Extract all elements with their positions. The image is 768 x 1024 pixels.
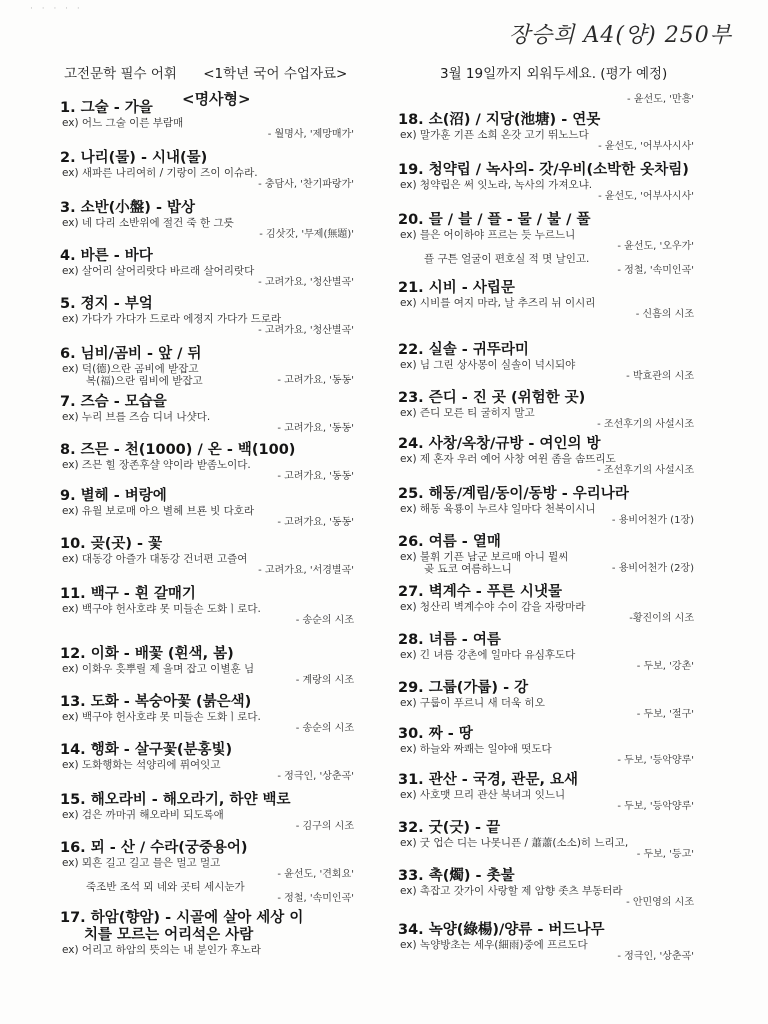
vocab-entry-13 [60, 694, 400, 735]
entry-headline: 31. 관산 - 국경, 관문, 요새 [398, 772, 579, 788]
entry-example: ex) 청산리 벽계수야 수이 감을 자랑마라 [400, 601, 586, 613]
entry-example: ex) 님 그린 상사몽이 실솔이 넉시되야 [400, 359, 576, 371]
entry-source: - 두보, '강촌' [636, 661, 694, 672]
entry-headline: 2. 나리(물) - 시내(물) [60, 150, 208, 166]
vocab-entry-23 [398, 390, 734, 431]
entry-source: - 고려가요, '동동' [277, 517, 354, 528]
entry-headline: 3. 소반(小盤) - 밥상 [60, 200, 196, 216]
vocab-entry-29 [398, 680, 734, 721]
entry-example: ex) 어느 그술 이른 부람매 [62, 117, 184, 129]
vocab-entry-15 [60, 792, 400, 833]
entry-example: ex) 새파른 나리여히 / 기랑이 즈이 이슈라. [62, 167, 258, 179]
entry-headline: 13. 도화 - 복숭아꽃 (붉은색) [60, 694, 252, 710]
vocab-entry-34 [398, 922, 734, 963]
entry-source: - 김삿갓, '무제(無題)' [259, 229, 354, 240]
entry-example: ex) 청약립은 써 잇노라, 녹사의 가져오냐. [400, 179, 593, 191]
entry-headline: 14. 행화 - 살구꽃(분홍빛) [60, 742, 233, 758]
entry-example: ex) 덕(德)으란 곰비에 받잡고 [62, 363, 199, 375]
entry-headline: 7. 즈슴 - 모습을 [60, 394, 167, 410]
entry-example-line2: 죽조반 조석 뫼 네와 곳티 세시눈가 [86, 881, 245, 893]
entry-headline: 30. 짜 - 땅 [398, 726, 473, 742]
entry-example: ex) 도화행화는 석양리에 퓌여잇고 [62, 759, 221, 771]
entry-example: ex) 어리고 하암의 뜻의는 내 분인가 후노라 [62, 944, 261, 956]
entry-source: - 충담사, '찬기파랑가' [258, 179, 354, 190]
entry-example: ex) 긴 녀름 강촌에 일마다 유심후도다 [400, 649, 576, 661]
entry-headline: 16. 뫼 - 산 / 수라(궁중용어) [60, 840, 248, 856]
vocab-entry-21 [398, 280, 734, 321]
entry-source: - 김구의 시조 [295, 821, 354, 832]
entry-example: ex) 구룹이 푸르니 새 더욱 히오 [400, 697, 545, 709]
entry-headline: 21. 시비 - 사립문 [398, 280, 515, 296]
entry-source-2: - 정철, '속미인곡' [617, 265, 694, 276]
entry-example: ex) 백구야 헌사호랴 못 미들손 도화ㅣ로다. [62, 603, 261, 615]
header-left [64, 62, 347, 82]
entry-source: - 두보, '등악양루' [617, 755, 694, 766]
entry-source: -황진이의 시조 [629, 613, 694, 624]
entry-source: - 윤선도, '어부사시사' [598, 141, 694, 152]
entry-headline: 6. 님비/곰비 - 앞 / 뒤 [60, 346, 202, 362]
entry-headline: 4. 바른 - 바다 [60, 248, 153, 264]
entry-headline: 15. 해오라비 - 해오라기, 하얀 백로 [60, 792, 291, 808]
entry-example: ex) 즈믄 힐 장존후샬 약이라 받좀노이다. [62, 459, 251, 471]
entry-example: ex) 하늘와 짜쾌는 일야애 떳도다 [400, 743, 552, 755]
entry-example: ex) 촉잡고 갓가이 사랑할 제 암향 좃츠 부동터라 [400, 885, 623, 897]
entry-source: - 고려가요, '청산별곡' [258, 277, 354, 288]
entry-headline: 20. 믈 / 블 / 플 - 물 / 불 / 풀 [398, 212, 591, 228]
section-title: <명사형> [182, 90, 251, 108]
deadline-notice: 3월 19일까지 외워두세요. (평가 예정) [440, 66, 668, 82]
entry-headline: 5. 졍지 - 부엌 [60, 296, 153, 312]
vocab-entry-33 [398, 868, 734, 909]
vocab-entry-5 [60, 296, 400, 337]
entry-source: - 정극인, '상춘곡' [617, 951, 694, 962]
entry-headline: 10. 곶(곳) - 꽃 [60, 536, 163, 552]
entry-source: - 계랑의 시조 [295, 675, 354, 686]
entry-example: ex) 뫼흔 길고 길고 믈은 멀고 멀고 [62, 857, 221, 869]
entry-headline: 28. 녀름 - 여름 [398, 632, 501, 648]
entry-headline: 8. 즈믄 - 천(1000) / 온 - 백(100) [60, 442, 296, 458]
handwritten-note: 장승희 A4(양) 250부 [508, 23, 732, 48]
entry-source: - 윤선도, '오우가' [617, 241, 694, 252]
vocab-entry-31 [398, 772, 734, 813]
vocab-entry-26 [398, 534, 734, 575]
entry-source: - 용비어천가 (1장) [611, 515, 694, 526]
entry-source: - 신흠의 시조 [635, 309, 694, 320]
entry-source: - 고려가요, '동동' [277, 471, 354, 482]
entry-example-line2: 곶 됴코 여름하느니 [424, 563, 512, 575]
entry-example: ex) 검은 까마귀 해오라비 되도록애 [62, 809, 224, 821]
entry-headline: 9. 별헤 - 벼랑에 [60, 488, 167, 504]
entry-headline: 23. 즌디 - 진 곳 (위험한 곳) [398, 390, 586, 406]
entry-source: - 두보, '절구' [636, 709, 694, 720]
entry-source: - 조선후기의 사설시조 [597, 465, 694, 476]
entry-source: - 송순의 시조 [295, 723, 354, 734]
entry-example: ex) 누리 브를 즈슴 디녀 나샷다. [62, 411, 211, 423]
entry-source: - 안민영의 시조 [626, 897, 694, 908]
entry-example: ex) 이화우 흣뿌릴 제 울며 잡고 이별훈 님 [62, 663, 255, 675]
entry-headline: 25. 해동/계림/동이/동방 - 우리나라 [398, 486, 629, 502]
vocab-entry-12 [60, 646, 400, 687]
vocab-entry-3 [60, 200, 400, 241]
entry-source: - 송순의 시조 [295, 615, 354, 626]
entry-source: - 용비어천가 (2장) [611, 563, 694, 574]
vocab-entry-9 [60, 488, 400, 529]
entry-source: - 윤선도, '어부사시사' [598, 191, 694, 202]
entry-source: - 윤선도, '견회요' [277, 869, 354, 880]
entry-example-line2: 복(福)으란 림비에 받잡고 [86, 375, 203, 387]
entry-source: - 박효관의 시조 [626, 371, 694, 382]
entry-source: - 월명사, '제망매가' [267, 129, 354, 140]
entry-example: ex) 믈은 어이하야 프르는 듯 누르느니 [400, 229, 576, 241]
entry-source: - 두보, '등고' [636, 849, 694, 860]
entry-source: - 두보, '등악양루' [617, 801, 694, 812]
entry-example: ex) 살어리 살어리랏다 바르래 살어리랏다 [62, 265, 255, 277]
carryover-source: - 윤선도, '만흥' [627, 94, 694, 105]
scan-corner-mark: · · · · · [30, 4, 83, 14]
vocab-entry-6 [60, 346, 400, 387]
vocab-entry-18 [398, 112, 734, 153]
entry-example: ex) 백구야 헌사호랴 못 미들손 도화ㅣ로다. [62, 711, 261, 723]
entry-example: ex) 말가훈 기픈 소희 온갓 고기 뛰노느다 [400, 129, 589, 141]
entry-example: ex) 녹양방초는 세우(細雨)중에 프르도다 [400, 939, 588, 951]
entry-example: ex) 대동강 아즐가 대동강 건너편 고즐여 [62, 553, 248, 565]
entry-headline: 34. 녹양(綠楊)/양류 - 버드나무 [398, 922, 605, 938]
entry-headline: 32. 굿(긋) - 끝 [398, 820, 501, 836]
entry-headline: 33. 촉(燭) - 촛불 [398, 868, 515, 884]
entry-headline: 26. 여름 - 열매 [398, 534, 501, 550]
entry-source: - 고려가요, '동동' [277, 423, 354, 434]
entry-source: - 조선후기의 사설시조 [597, 419, 694, 430]
entry-example: ex) 불휘 기픈 남군 보르매 아니 뮐씨 [400, 551, 569, 563]
vocab-entry-22 [398, 342, 734, 383]
entry-headline: 22. 실솔 - 귀뚜라미 [398, 342, 529, 358]
entry-example: ex) 사호맷 므리 관산 북녀긔 잇느니 [400, 789, 566, 801]
entry-source-2: - 정철, '속미인곡' [277, 893, 354, 904]
subject-title: 고전문학 필수 어휘 [64, 66, 177, 82]
entry-source: - 정극인, '상춘곡' [277, 771, 354, 782]
entry-example: ex) 즌디 모른 티 굴히지 말고 [400, 407, 535, 419]
entry-example: ex) 제 혼자 우러 예어 사창 여윈 좀을 솜뜨리도 [400, 453, 616, 465]
entry-example: ex) 가다가 가다가 드로라 에졍지 가다가 드로라 [62, 313, 282, 325]
vocab-entry-24 [398, 436, 734, 477]
vocab-entry-8 [60, 442, 400, 483]
entry-example-line2: 플 구튼 얼굴이 편호실 적 몃 날인고. [424, 253, 590, 265]
vocab-entry-27 [398, 584, 734, 625]
entry-headline-line2: 치를 모르는 어리석은 사람 [84, 927, 254, 943]
vocab-entry-1 [60, 100, 400, 141]
entry-headline: 24. 사창/옥창/규방 - 여인의 방 [398, 436, 601, 452]
vocab-entry-7 [60, 394, 400, 435]
vocab-entry-16 [60, 840, 400, 905]
vocab-entry-17 [60, 910, 400, 956]
vocab-entry-10 [60, 536, 400, 577]
vocab-entry-19 [398, 162, 734, 203]
vocab-entry-28 [398, 632, 734, 673]
vocab-entry-25 [398, 486, 734, 527]
vocab-entry-14 [60, 742, 400, 783]
vocab-entry-2 [60, 150, 400, 191]
entry-source: - 고려가요, '동동' [277, 375, 354, 386]
material-label: <1학년 국어 수업자료> [203, 66, 348, 82]
entry-example: ex) 해동 육룡이 누르샤 일마다 천복이시니 [400, 503, 596, 515]
vocab-entry-20 [398, 212, 734, 277]
entry-headline: 11. 백구 - 흰 갈매기 [60, 586, 196, 602]
entry-source: - 고려가요, '청산별곡' [258, 325, 354, 336]
entry-headline: 27. 벽계수 - 푸른 시냇물 [398, 584, 562, 600]
entry-headline: 1. 그술 - 가을 [60, 100, 153, 116]
entry-example: ex) 네 다리 소반위에 절건 죽 한 그릇 [62, 217, 234, 229]
entry-headline: 19. 청약립 / 녹사의- 갓/우비(소박한 옷차림) [398, 162, 689, 178]
entry-headline: 18. 소(沼) / 지당(池塘) - 연못 [398, 112, 601, 128]
entry-example: ex) 시비를 여지 마라, 날 추즈리 뉘 이시리 [400, 297, 596, 309]
vocab-entry-4 [60, 248, 400, 289]
entry-headline: 29. 그룹(가룹) - 강 [398, 680, 529, 696]
entry-example: ex) 유월 보로매 아으 별헤 브룐 빗 다호라 [62, 505, 255, 517]
vocab-entry-30 [398, 726, 734, 767]
entry-example: ex) 굿 업슨 디는 나못니픈 / 蕭蕭(소소)히 느리고, [400, 837, 629, 849]
vocab-entry-11 [60, 586, 400, 627]
vocab-entry-32 [398, 820, 734, 861]
entry-source: - 고려가요, '서경별곡' [258, 565, 354, 576]
entry-headline: 12. 이화 - 배꽃 (흰색, 봄) [60, 646, 234, 662]
entry-headline: 17. 하암(향암) - 시골에 살아 세상 이 [60, 910, 304, 926]
